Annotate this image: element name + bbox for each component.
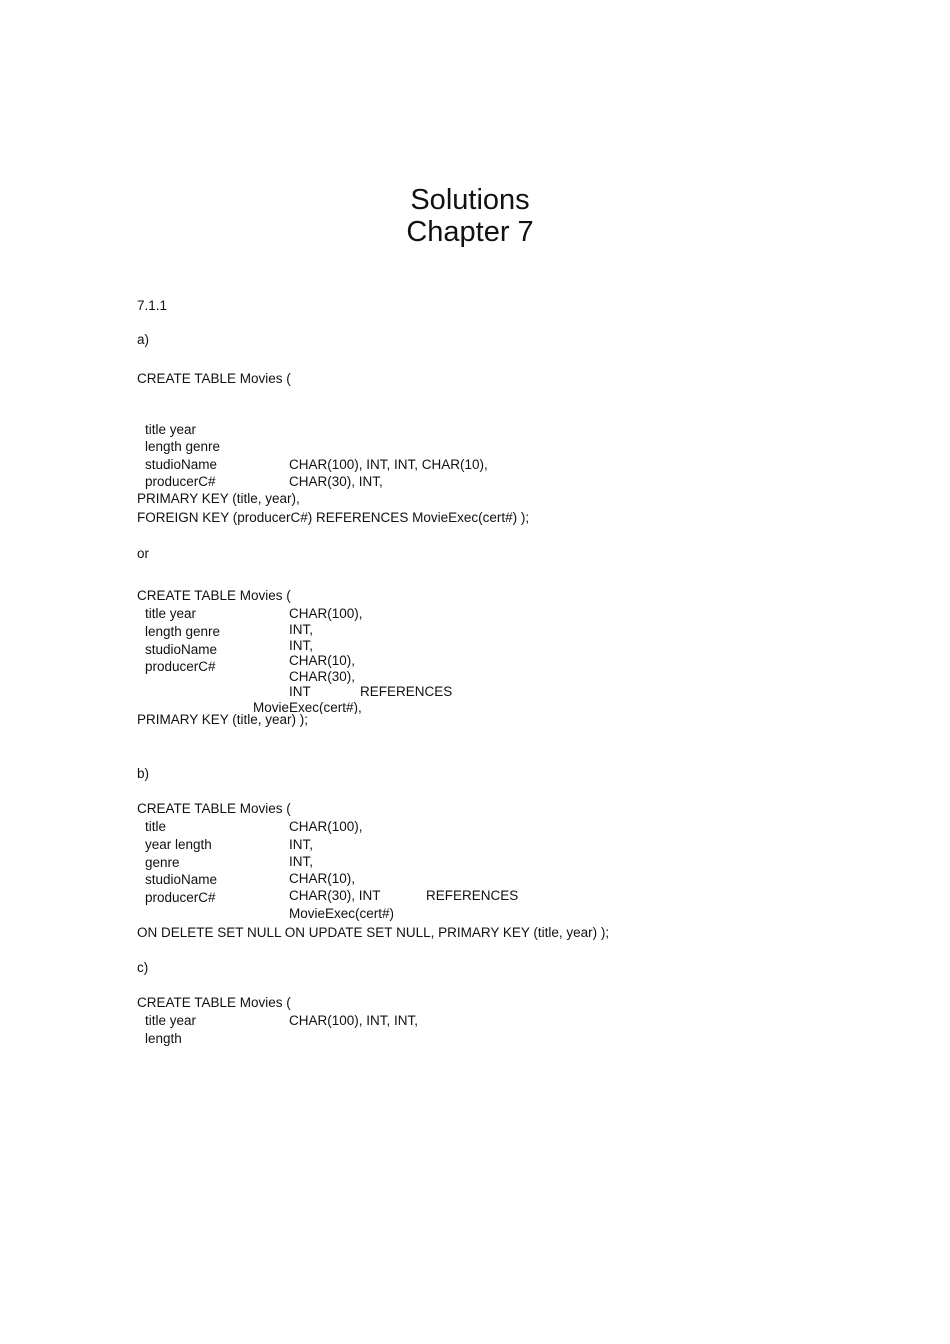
part-c-type: CHAR(100), INT, INT,: [289, 1013, 419, 1028]
part-a-v2-ref-target: MovieExec(cert#),: [253, 700, 362, 714]
part-a-v1-foreign-key: FOREIGN KEY (producerC#) REFERENCES MovieExec(cert#) );: [137, 510, 530, 525]
part-b-col: genre: [145, 855, 180, 870]
part-b-create: CREATE TABLE Movies (: [137, 801, 291, 816]
part-a-v2-type: CHAR(100),: [289, 606, 363, 621]
part-a-v2-type: CHAR(10),: [289, 653, 356, 668]
part-a-v2-references: REFERENCES: [360, 684, 453, 699]
part-a-v1-col: title year: [145, 422, 197, 437]
page-title: Solutions: [410, 184, 530, 216]
part-a-v1-type: CHAR(30), INT,: [289, 474, 383, 489]
part-b-on-delete: ON DELETE SET NULL ON UPDATE SET NULL, PRIMARY KEY (title, year) );: [137, 925, 610, 940]
part-b-type: CHAR(100),: [289, 819, 363, 834]
or-separator: or: [137, 546, 150, 561]
part-a-v2-col: producerC#: [145, 659, 216, 674]
part-a-v2-type: INT,: [289, 622, 314, 637]
part-a-v1-create: CREATE TABLE Movies (: [137, 371, 291, 386]
page-subtitle: Chapter 7: [406, 216, 534, 248]
part-b-type: CHAR(30), INT: [289, 888, 381, 903]
part-b-col: title: [145, 819, 167, 834]
part-a-v2-type: INT: [289, 684, 311, 699]
part-a-v2-create: CREATE TABLE Movies (: [137, 588, 291, 603]
part-a-v2-col: title year: [145, 606, 197, 621]
part-a-v1-col: studioName: [145, 457, 218, 472]
part-a-label: a): [137, 332, 150, 347]
part-a-v2-primary-key: PRIMARY KEY (title, year) );: [137, 712, 309, 727]
part-a-v2-type: CHAR(30),: [289, 669, 356, 684]
part-b-label: b): [137, 766, 150, 781]
part-c-create: CREATE TABLE Movies (: [137, 995, 291, 1010]
part-b-col: studioName: [145, 872, 218, 887]
part-b-type: INT,: [289, 854, 314, 869]
part-b-type: CHAR(10),: [289, 871, 356, 886]
part-b-col: year length: [145, 837, 212, 852]
part-b-col: producerC#: [145, 890, 216, 905]
part-a-v2-col: studioName: [145, 642, 218, 657]
part-a-v1-primary-key: PRIMARY KEY (title, year),: [137, 491, 300, 506]
part-a-v2-col: length genre: [145, 624, 221, 639]
section-number: 7.1.1: [137, 298, 168, 313]
part-a-v2-type: INT,: [289, 638, 314, 653]
part-b-type: INT,: [289, 837, 314, 852]
part-c-col: title year: [145, 1013, 197, 1028]
part-c-label: c): [137, 960, 149, 975]
part-a-v1-type: CHAR(100), INT, INT, CHAR(10),: [289, 457, 488, 472]
part-b-ref-target: MovieExec(cert#): [289, 906, 395, 921]
part-b-references: REFERENCES: [426, 888, 519, 903]
part-a-v1-col: producerC#: [145, 474, 216, 489]
part-c-col: length: [145, 1031, 182, 1046]
part-a-v1-col: length genre: [145, 439, 221, 454]
